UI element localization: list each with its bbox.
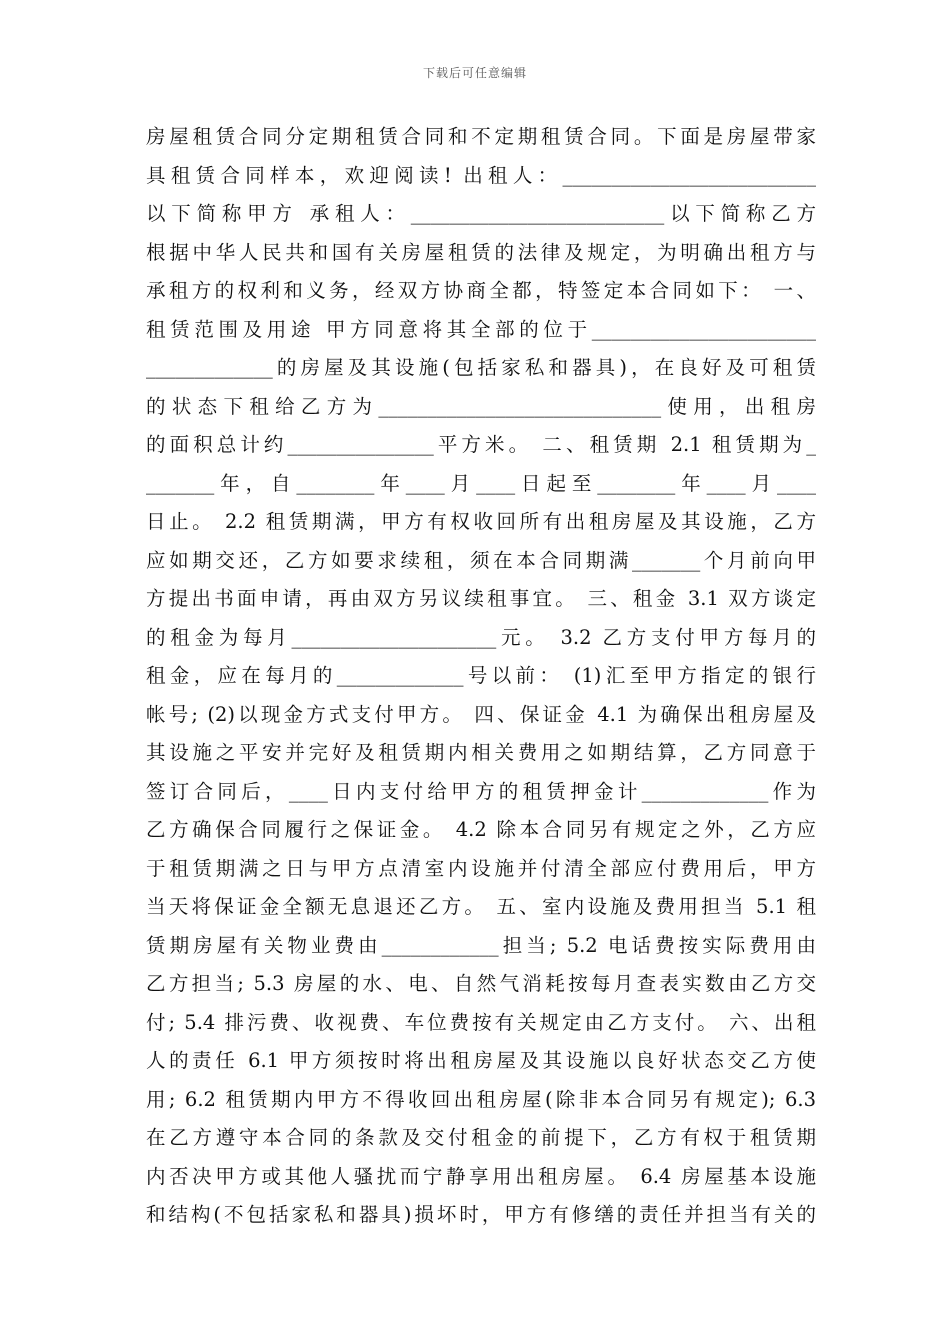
text-line: 当天将保证金全额无息退还乙方。 五、室内设施及费用担当 5.1 租 xyxy=(146,895,816,918)
text-line: 用; 6.2 租赁期内甲方不得收回出租房屋(除非本合同另有规定); 6.3 xyxy=(146,1087,816,1111)
text-line: 人的责任 6.1 甲方须按时将出租房屋及其设施以良好状态交乙方使 xyxy=(146,1049,816,1072)
text-line: 承租方的权利和义务，经双方协商全都，特签定本合同如下： 一、 xyxy=(146,279,816,302)
text-line: _____________的房屋及其设施(包括家私和器具)，在良好及可租赁 xyxy=(146,356,816,379)
text-line: 房屋租赁合同分定期租赁合同和不定期租赁合同。下面是房屋带家 xyxy=(146,125,816,148)
text-line: 内否决甲方或其他人骚扰而宁静享用出租房屋。 6.4 房屋基本设施 xyxy=(146,1164,816,1188)
contract-body xyxy=(146,118,816,1235)
page-header: 下载后可任意编辑 xyxy=(422,66,527,80)
text-line: 根据中华人民共和国有关房屋租赁的法律及规定，为明确出租方与 xyxy=(146,240,816,264)
text-line: 的面积总计约_______________平方米。 二、租赁期 2.1 租赁期为_ xyxy=(146,433,816,456)
text-line: 方提出书面申请，再由双方另议续租事宜。 三、租金 3.1 双方谈定 xyxy=(146,587,816,610)
text-line: 帐号; (2)以现金方式支付甲方。 四、保证金 4.1 为确保出租房屋及 xyxy=(146,702,816,726)
text-line: 乙方确保合同履行之保证金。 4.2 除本合同另有规定之外，乙方应 xyxy=(146,818,816,841)
text-line: 租金，应在每月的_____________号以前： (1)汇至甲方指定的银行 xyxy=(146,664,816,687)
text-line: 签订合同后，____日内支付给甲方的租赁押金计_____________作为 xyxy=(146,779,816,803)
text-line: 赁期房屋有关物业费由____________担当; 5.2 电话费按实际费用由 xyxy=(146,933,816,957)
text-line: 应如期交还，乙方如要求续租，须在本合同期满_______个月前向甲 xyxy=(146,548,816,572)
text-line: 和结构(不包括家私和器具)损坏时，甲方有修缮的责任并担当有关的 xyxy=(146,1203,816,1226)
text-line: 的状态下租给乙方为_____________________________使用，出租房 xyxy=(146,394,816,418)
text-line: 日止。 2.2 租赁期满，甲方有权收回所有出租房屋及其设施，乙方 xyxy=(146,510,816,533)
text-line: 乙方担当; 5.3 房屋的水、电、自然气消耗按每月查表实数由乙方交 xyxy=(146,972,816,995)
text-line: 其设施之平安并完好及租赁期内相关费用之如期结算，乙方同意于 xyxy=(146,741,816,764)
text-line: 在乙方遵守本合同的条款及交付租金的前提下，乙方有权于租赁期 xyxy=(146,1126,816,1149)
text-line: 于租赁期满之日与甲方点清室内设施并付清全部应付费用后，甲方 xyxy=(146,856,816,880)
text-line: 具租赁合同样本，欢迎阅读! 出租人：__________________________ xyxy=(146,163,816,187)
text-line: 租赁范围及用途 甲方同意将其全部的位于_______________________ xyxy=(146,317,816,341)
text-line: 的租金为每月_____________________元。 3.2 乙方支付甲方每月的 xyxy=(146,625,816,649)
text-line: 付; 5.4 排污费、收视费、车位费按有关规定由乙方支付。 六、出租 xyxy=(146,1010,816,1034)
text-line: 以下简称甲方 承租人：__________________________以下简称乙方 xyxy=(146,202,816,225)
text-line: _______年，自________年____月____日起至________年____月____ xyxy=(146,471,816,495)
